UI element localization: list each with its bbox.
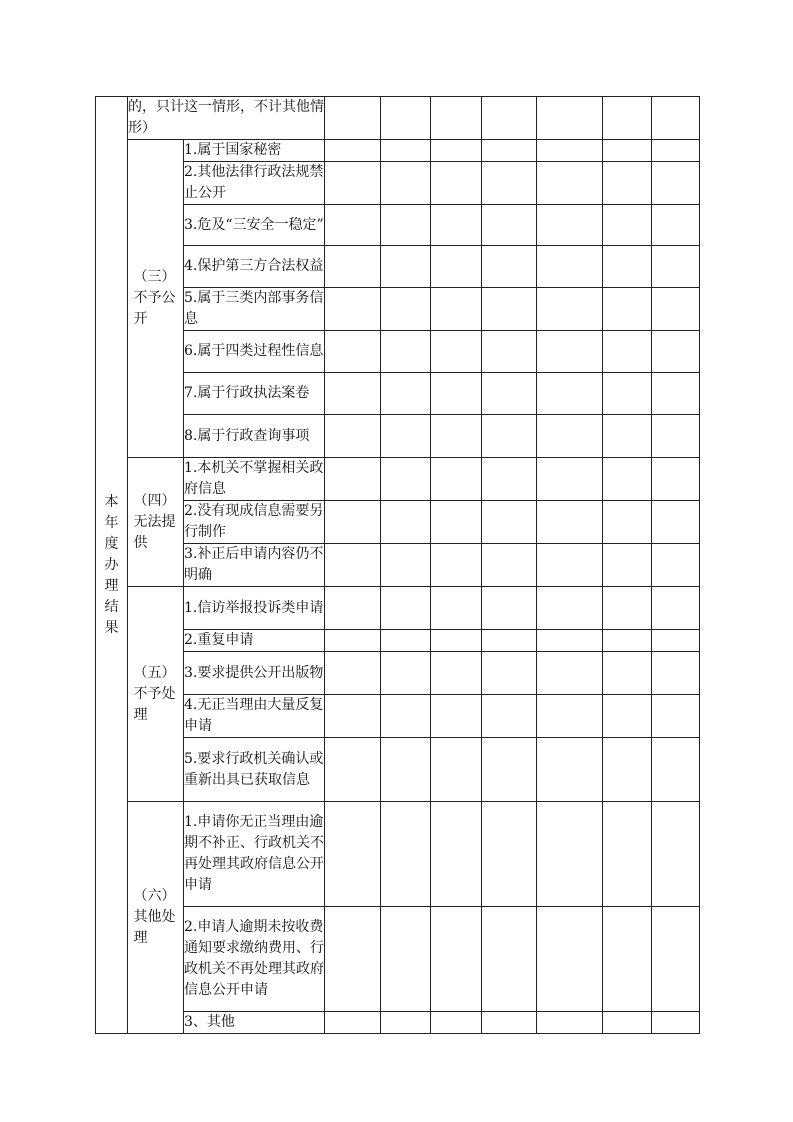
blank-cell — [381, 630, 431, 652]
blank-cell — [652, 331, 700, 373]
blank-cell — [652, 246, 700, 288]
blank-cell — [537, 458, 603, 501]
blank-cell — [603, 246, 652, 288]
blank-cell — [431, 205, 482, 246]
blank-cell — [482, 738, 537, 802]
item-label: 1.属于国家秘密 — [184, 140, 325, 162]
blank-cell — [603, 140, 652, 162]
blank-cell — [482, 205, 537, 246]
blank-cell — [325, 907, 381, 1012]
blank-cell — [652, 415, 700, 458]
blank-cell — [652, 205, 700, 246]
blank-cell — [537, 630, 603, 652]
item-label: 4.无正当理由大量反复申请 — [184, 695, 325, 738]
blank-cell — [431, 246, 482, 288]
blank-cell — [537, 162, 603, 205]
blank-cell — [325, 802, 381, 907]
blank-cell — [381, 1012, 431, 1034]
item-label: 5.属于三类内部事务信息 — [184, 288, 325, 331]
blank-cell — [325, 140, 381, 162]
blank-cell — [482, 587, 537, 630]
blank-cell — [482, 544, 537, 587]
blank-cell — [431, 97, 482, 140]
blank-cell — [603, 373, 652, 415]
blank-cell — [431, 630, 482, 652]
blank-cell — [431, 802, 482, 907]
blank-cell — [482, 802, 537, 907]
blank-cell — [652, 630, 700, 652]
blank-cell — [325, 97, 381, 140]
blank-cell — [652, 97, 700, 140]
blank-cell — [603, 97, 652, 140]
item-label: 2.没有现成信息需要另行制作 — [184, 501, 325, 544]
blank-cell — [537, 373, 603, 415]
blank-cell — [603, 501, 652, 544]
blank-cell — [431, 907, 482, 1012]
blank-cell — [325, 501, 381, 544]
blank-cell — [325, 288, 381, 331]
blank-cell — [652, 652, 700, 695]
blank-cell — [381, 738, 431, 802]
blank-cell — [652, 695, 700, 738]
blank-cell — [381, 373, 431, 415]
item-label: 6.属于四类过程性信息 — [184, 331, 325, 373]
blank-cell — [537, 140, 603, 162]
blank-cell — [482, 331, 537, 373]
blank-cell — [652, 458, 700, 501]
blank-cell — [537, 802, 603, 907]
blank-cell — [603, 907, 652, 1012]
blank-cell — [652, 802, 700, 907]
blank-cell — [482, 140, 537, 162]
item-label: 5.要求行政机关确认或重新出具已获取信息 — [184, 738, 325, 802]
blank-cell — [381, 652, 431, 695]
blank-cell — [431, 415, 482, 458]
item-label: 4.保护第三方合法权益 — [184, 246, 325, 288]
blank-cell — [325, 587, 381, 630]
blank-cell — [537, 415, 603, 458]
item-label: 8.属于行政查询事项 — [184, 415, 325, 458]
blank-cell — [325, 205, 381, 246]
item-label: 1.信访举报投诉类申请 — [184, 587, 325, 630]
blank-cell — [537, 1012, 603, 1034]
blank-cell — [652, 907, 700, 1012]
item-label: 2.其他法律行政法规禁止公开 — [184, 162, 325, 205]
blank-cell — [652, 587, 700, 630]
item-label: 3.补正后申请内容仍不明确 — [184, 544, 325, 587]
blank-cell — [603, 288, 652, 331]
item-label: 2.重复申请 — [184, 630, 325, 652]
blank-cell — [482, 501, 537, 544]
blank-cell — [381, 205, 431, 246]
blank-cell — [431, 331, 482, 373]
blank-cell — [482, 162, 537, 205]
blank-cell — [603, 738, 652, 802]
group-label-cell — [128, 802, 184, 1034]
blank-cell — [603, 162, 652, 205]
item-label: 3.危及“三安全一稳定” — [184, 205, 325, 246]
blank-cell — [482, 458, 537, 501]
blank-cell — [381, 587, 431, 630]
blank-cell — [431, 162, 482, 205]
blank-cell — [325, 162, 381, 205]
blank-cell — [431, 587, 482, 630]
blank-cell — [431, 695, 482, 738]
blank-cell — [325, 373, 381, 415]
blank-cell — [652, 373, 700, 415]
blank-cell — [325, 415, 381, 458]
item-label: 1.申请你无正当理由逾期不补正、行政机关不再处理其政府信息公开申请 — [184, 802, 325, 907]
blank-cell — [482, 415, 537, 458]
blank-cell — [537, 246, 603, 288]
blank-cell — [652, 1012, 700, 1034]
blank-cell — [431, 1012, 482, 1034]
blank-cell — [652, 501, 700, 544]
blank-cell — [381, 802, 431, 907]
item-label: 2.申请人逾期未按收费通知要求缴纳费用、行政机关不再处理其政府信息公开申请 — [184, 907, 325, 1012]
blank-cell — [652, 738, 700, 802]
blank-cell — [603, 587, 652, 630]
blank-cell — [381, 97, 431, 140]
blank-cell — [431, 544, 482, 587]
blank-cell — [603, 802, 652, 907]
blank-cell — [325, 458, 381, 501]
blank-cell — [431, 373, 482, 415]
blank-cell — [537, 695, 603, 738]
blank-cell — [603, 1012, 652, 1034]
item-label: 3、其他 — [184, 1012, 325, 1034]
blank-cell — [482, 288, 537, 331]
blank-cell — [537, 587, 603, 630]
item-label: 7.属于行政执法案卷 — [184, 373, 325, 415]
section-label-cell — [96, 97, 128, 1034]
blank-cell — [325, 544, 381, 587]
blank-cell — [603, 652, 652, 695]
blank-cell — [381, 140, 431, 162]
blank-cell — [652, 544, 700, 587]
blank-cell — [537, 652, 603, 695]
blank-cell — [431, 458, 482, 501]
group-label: （三）不予公开 — [133, 269, 176, 327]
blank-cell — [537, 501, 603, 544]
blank-cell — [431, 738, 482, 802]
top-row-text: 的，只计这一情形，不计其他情形） — [128, 97, 325, 140]
blank-cell — [482, 630, 537, 652]
group-label-cell — [128, 587, 184, 802]
blank-cell — [603, 331, 652, 373]
blank-cell — [381, 458, 431, 501]
blank-cell — [325, 246, 381, 288]
blank-cell — [381, 162, 431, 205]
blank-cell — [603, 630, 652, 652]
blank-cell — [381, 288, 431, 331]
blank-cell — [603, 458, 652, 501]
blank-cell — [652, 288, 700, 331]
blank-cell — [431, 501, 482, 544]
blank-cell — [431, 140, 482, 162]
blank-cell — [325, 695, 381, 738]
blank-cell — [325, 738, 381, 802]
blank-cell — [482, 695, 537, 738]
group-label: （四）无法提供 — [133, 492, 176, 551]
blank-cell — [482, 1012, 537, 1034]
blank-cell — [482, 373, 537, 415]
group-label-cell — [128, 458, 184, 587]
blank-cell — [537, 544, 603, 587]
group-label: （六）其他处理 — [133, 888, 176, 946]
blank-cell — [537, 97, 603, 140]
blank-cell — [381, 907, 431, 1012]
blank-cell — [381, 331, 431, 373]
blank-cell — [603, 205, 652, 246]
blank-cell — [482, 907, 537, 1012]
blank-cell — [652, 162, 700, 205]
blank-cell — [482, 652, 537, 695]
blank-cell — [482, 97, 537, 140]
blank-cell — [325, 1012, 381, 1034]
blank-cell — [537, 205, 603, 246]
blank-cell — [325, 630, 381, 652]
blank-cell — [603, 544, 652, 587]
blank-cell — [381, 246, 431, 288]
blank-cell — [325, 331, 381, 373]
group-label: （五）不予处理 — [133, 664, 176, 723]
blank-cell — [325, 652, 381, 695]
blank-cell — [603, 695, 652, 738]
item-label: 1.本机关不掌握相关政府信息 — [184, 458, 325, 501]
results-table — [95, 96, 700, 1034]
blank-cell — [381, 544, 431, 587]
item-label: 3.要求提供公开出版物 — [184, 652, 325, 695]
blank-cell — [381, 695, 431, 738]
blank-cell — [381, 501, 431, 544]
blank-cell — [431, 652, 482, 695]
blank-cell — [603, 415, 652, 458]
group-label-cell — [128, 140, 184, 458]
blank-cell — [537, 907, 603, 1012]
blank-cell — [652, 140, 700, 162]
blank-cell — [381, 415, 431, 458]
section-label: 本年度办理结果 — [104, 493, 119, 636]
blank-cell — [537, 288, 603, 331]
blank-cell — [482, 246, 537, 288]
blank-cell — [537, 738, 603, 802]
blank-cell — [537, 331, 603, 373]
blank-cell — [431, 288, 482, 331]
